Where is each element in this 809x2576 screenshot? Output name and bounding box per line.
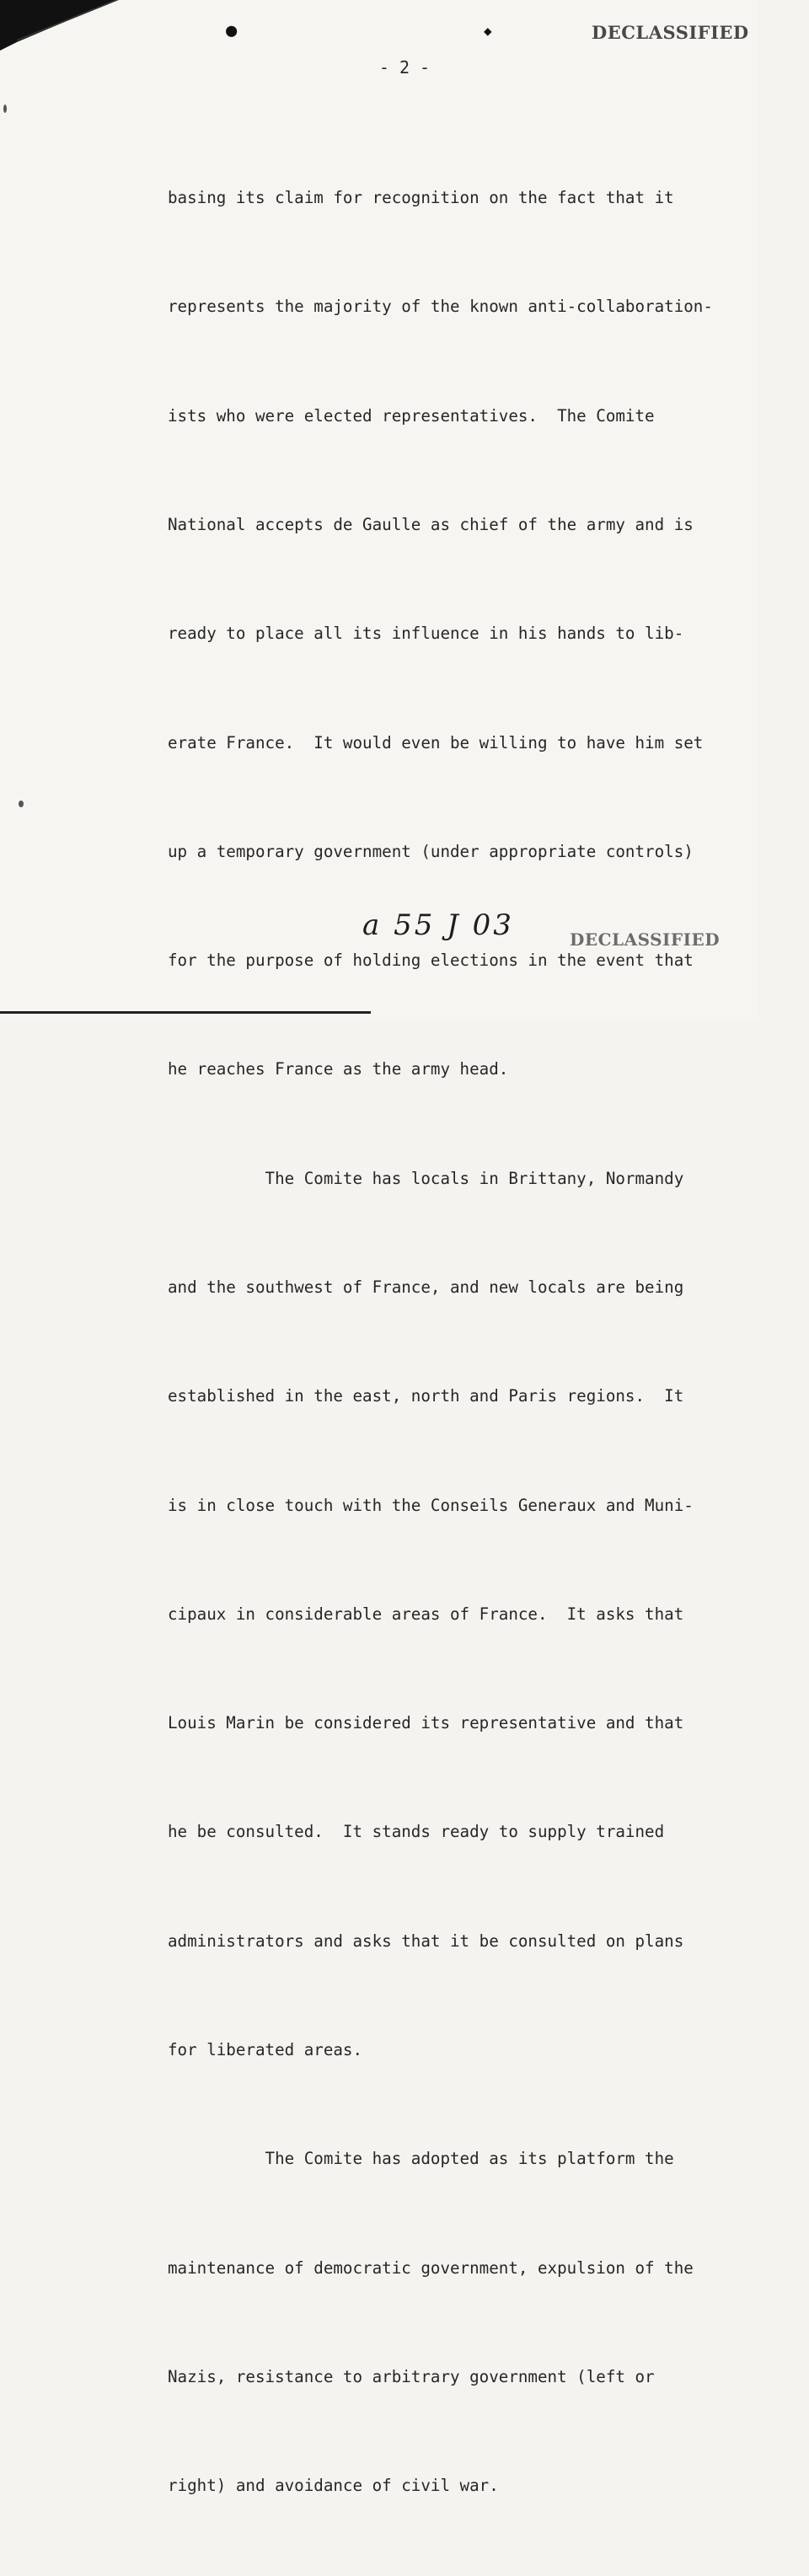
corner-scan-mark [0, 0, 143, 59]
scan-speck [19, 801, 24, 807]
body-line: ready to place all its influence in his hands to lib- [168, 624, 684, 644]
body-line: represents the majority of the known anti-collaboration- [168, 297, 713, 317]
bottom-scan-edge [0, 1011, 371, 1014]
body-line: maintenance of democratic government, expulsion of the [168, 2257, 694, 2278]
memo-body [168, 107, 713, 2576]
page-number: - 2 - [378, 57, 431, 78]
body-line: up a temporary government (under appropriate controls) [168, 841, 694, 861]
body-line: and the southwest of France, and new locals are being [168, 1277, 684, 1297]
body-line: erate France. It would even be willing to have him set [168, 732, 704, 752]
body-line: he be consulted. It stands ready to supply trained [168, 1822, 665, 1842]
body-line: administrators and asks that it be consulted on plans [168, 1931, 684, 1951]
body-line: basing its claim for recognition on the fact that it [168, 188, 674, 208]
body-line: for liberated areas. [168, 2039, 363, 2059]
body-line: Nazis, resistance to arbitrary government (left or [168, 2366, 655, 2386]
body-line: for the purpose of holding elections in the event that [168, 951, 694, 971]
body-line: right) and avoidance of civil war. [168, 2476, 499, 2496]
body-line: he reaches France as the army head. [168, 1059, 509, 1079]
declassified-stamp-top: DECLASSIFIED [592, 22, 749, 43]
punch-hole-mark-right: ◆ [484, 23, 492, 39]
declassified-stamp-bottom: DECLASSIFIED [570, 929, 721, 950]
body-line: established in the east, north and Paris regions. It [168, 1386, 684, 1406]
scan-speck [3, 104, 7, 113]
body-line: National accepts de Gaulle as chief of the army and is [168, 515, 694, 535]
body-line: Louis Marin be considered its representative and that [168, 1713, 684, 1733]
body-line: is in close touch with the Conseils Generaux and Muni- [168, 1495, 694, 1515]
body-line: The Comite has adopted as its platform the [168, 2149, 674, 2169]
body-line: The Comite has locals in Brittany, Normandy [168, 1168, 684, 1188]
body-line: ists who were elected representatives. The Comite [168, 405, 655, 426]
body-line: cipaux in considerable areas of France. It asks that [168, 1604, 684, 1624]
handwritten-file-number: a 55 J 03 [362, 908, 514, 942]
punch-hole-mark-left: ● [226, 20, 238, 41]
